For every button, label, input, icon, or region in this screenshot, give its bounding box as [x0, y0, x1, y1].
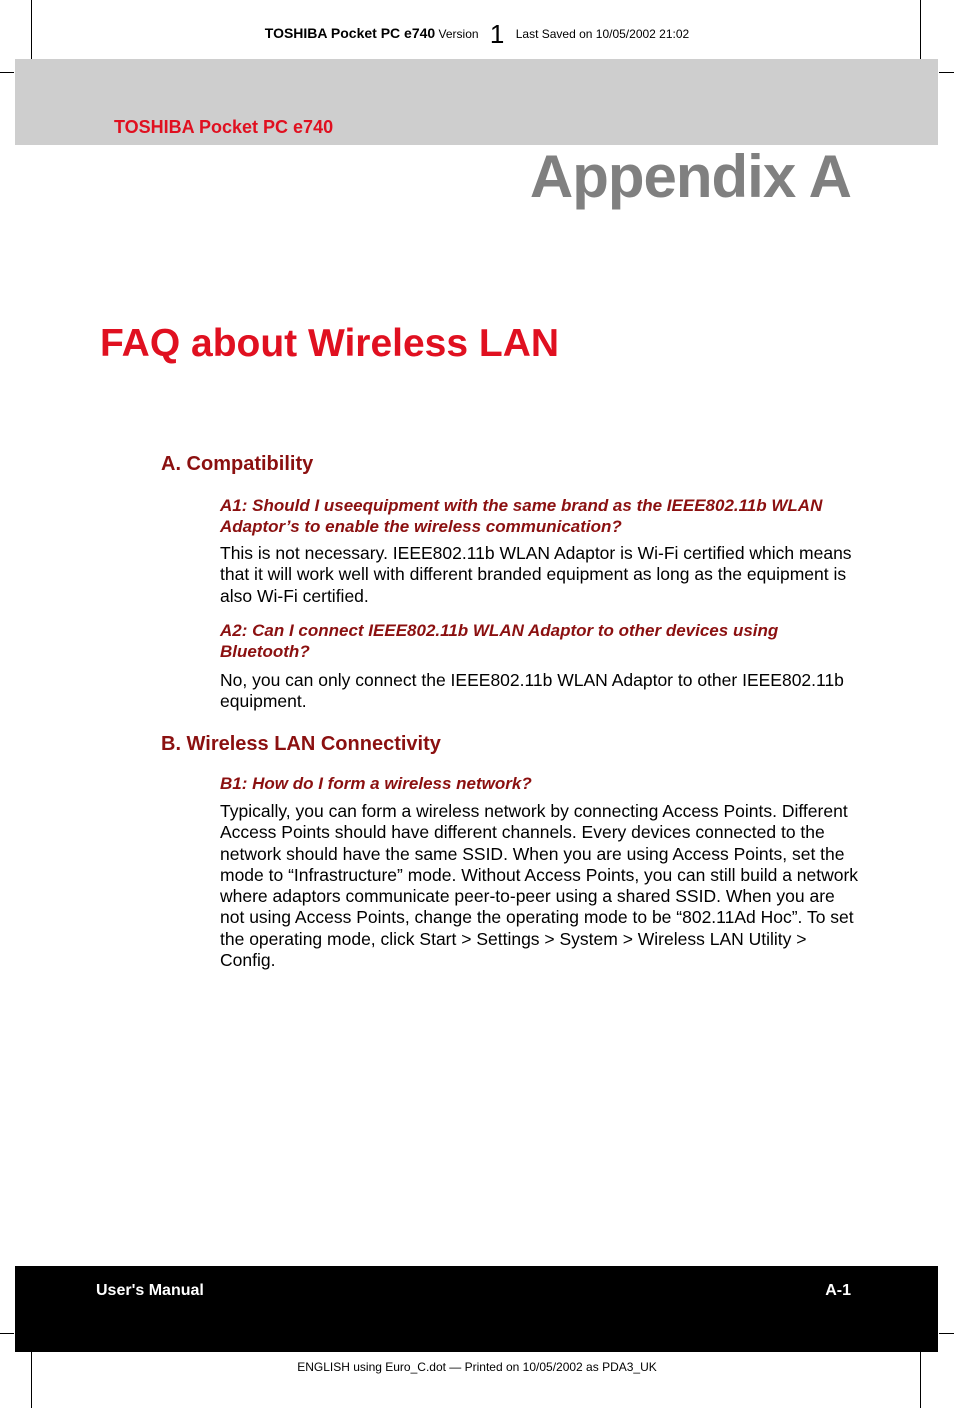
crop-mark	[939, 1333, 954, 1334]
footer-manual-label: User's Manual	[96, 1282, 204, 1299]
crop-mark	[939, 72, 954, 73]
print-info: ENGLISH using Euro_C.dot — Printed on 10/05/2002 as PDA3_UK	[297, 1360, 657, 1374]
faq-answer: This is not necessary. IEEE802.11b WLAN Adaptor is Wi-Fi certified which means that it will work well with different branded equipment as long as the equipment is also Wi-Fi certified.	[220, 543, 852, 606]
meta-version-number: 1	[489, 19, 505, 49]
faq-question: B1: How do I form a wireless network?	[220, 774, 532, 793]
section-title: FAQ about Wireless LAN	[100, 322, 560, 365]
subsection-heading: B. Wireless LAN Connectivity	[161, 733, 441, 755]
header-title: TOSHIBA Pocket PC e740	[114, 117, 334, 137]
footer-band	[15, 1266, 938, 1352]
faq-answer: Typically, you can form a wireless network by connecting Access Points. Different Access Points should have different channels. Every devices connected to the network should have the same SSID. When you are using Access Points, set the mode to “Infrastructure” mode. Without Access Points, you can still build a network where adaptors communicate peer-to-peer using a shared SSID. When you are not using Access Points, change the operating mode to be “802.11Ad Hoc”. To set the operating mode, click Start > Settings > System > Wireless LAN Utility > Config.	[220, 801, 859, 971]
appendix-title: Appendix A	[529, 143, 851, 210]
faq-question: A1: Should I useequipment with the same brand as the IEEE802.11b WLAN Adaptor’s to enable the wireless communication?	[220, 496, 823, 536]
faq-question: A2: Can I connect IEEE802.11b WLAN Adaptor to other devices using Bluetooth?	[220, 621, 779, 661]
meta-version-label: Version	[438, 27, 479, 41]
meta-product: TOSHIBA Pocket PC e740	[264, 25, 436, 41]
subsection-heading: A. Compatibility	[161, 453, 314, 475]
faq-answer: No, you can only connect the IEEE802.11b WLAN Adaptor to other IEEE802.11b equipment.	[220, 670, 844, 712]
crop-mark	[0, 1333, 14, 1334]
page-number: A-1	[825, 1282, 851, 1299]
document-meta-line	[0, 14, 954, 49]
crop-mark	[0, 72, 14, 73]
meta-saved: Last Saved on 10/05/2002 21:02	[515, 27, 690, 41]
